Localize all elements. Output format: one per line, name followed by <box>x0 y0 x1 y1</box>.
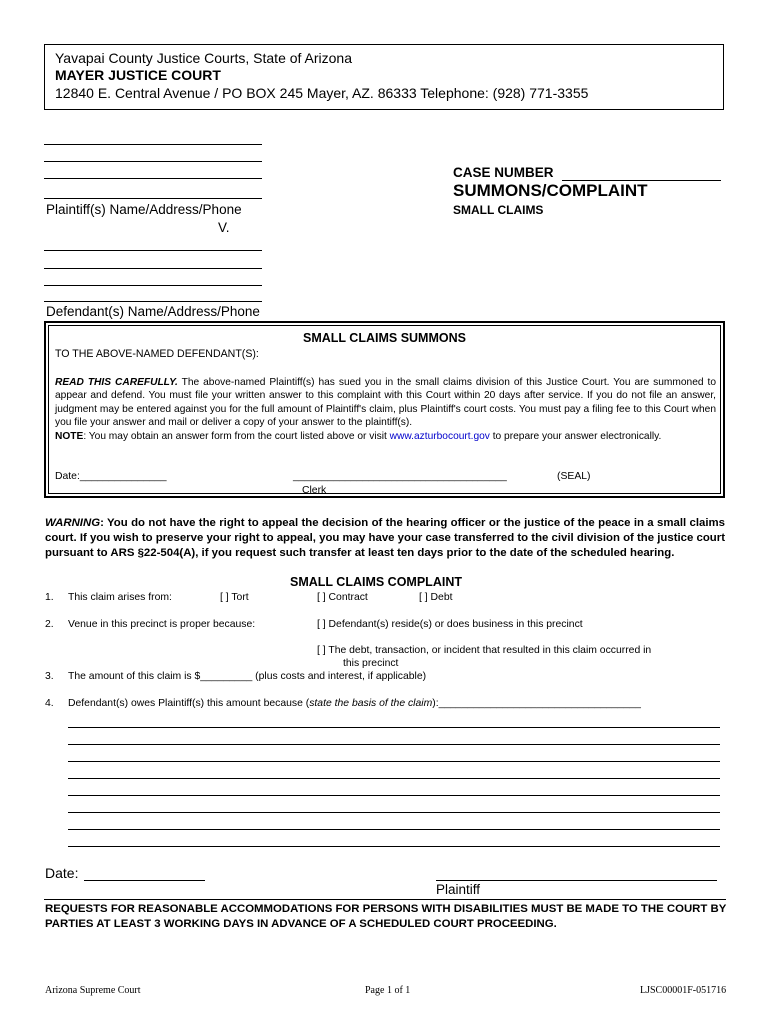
summons-text: The above-named Plaintiff(s) has sued you in the small claims division of this Justice Court. You are summoned to appear and defend. You must file your written answer to this complaint with this Court within 20 days after service. If you do not file an answer, judgment may be entered against you for the full amount of Plaintiff's claim, plus Plaintiff's court costs. You must pay a filing fee to this Court when you file your answer and mail or deliver a copy of your answer to the plaintiff(s). <box>55 377 716 429</box>
note-text-2: to prepare your answer electronically. <box>489 430 662 442</box>
complaint-title: SMALL CLAIMS COMPLAINT <box>290 575 462 589</box>
plaintiff-signature-line[interactable] <box>436 880 717 881</box>
claim-basis-line-4[interactable] <box>68 778 720 779</box>
item4-number: 4. <box>45 698 54 709</box>
azturbocourt-link[interactable]: www.azturbocourt.gov <box>389 430 490 442</box>
footer-left: Arizona Supreme Court <box>45 985 141 996</box>
note-label: NOTE <box>55 430 84 442</box>
claim-basis-line-2[interactable] <box>68 744 720 745</box>
form-code: LJSC00001F-051716 <box>640 985 727 996</box>
summons-body <box>55 376 716 443</box>
item4-text-b: ):___________________________________ <box>432 698 641 709</box>
court-address: 12840 E. Central Avenue / PO BOX 245 Mayer, AZ. 86333 Telephone: (928) 771-3355 <box>55 85 589 101</box>
claim-basis-line-7[interactable] <box>68 829 720 830</box>
item1-number: 1. <box>45 592 54 603</box>
court-name: MAYER JUSTICE COURT <box>55 67 221 83</box>
debt-checkbox[interactable]: [ ] Debt <box>419 592 453 603</box>
venue-option-occurred-cont: this precinct <box>343 658 399 669</box>
plaintiff-date-field[interactable] <box>84 880 205 881</box>
plaintiff-signature-label: Plaintiff <box>436 882 481 897</box>
page-number: Page 1 of 1 <box>365 985 411 996</box>
defendant-line-3[interactable] <box>44 285 262 286</box>
claim-basis-line-5[interactable] <box>68 795 720 796</box>
seal-label: (SEAL) <box>557 471 591 482</box>
defendant-line-4[interactable] <box>44 301 262 302</box>
defendant-line-2[interactable] <box>44 268 262 269</box>
venue-option-occurred[interactable]: [ ] The debt, transaction, or incident that resulted in this claim occurred in <box>317 645 652 656</box>
item2-number: 2. <box>45 619 54 630</box>
accommodations-notice: REQUESTS FOR REASONABLE ACCOMMODATIONS FOR PERSONS WITH DISABILITIES MUST BE MADE TO THE COURT BY PARTIES AT LEAST 3 WORKING DAYS IN ADVANCE OF A SCHEDULED COURT PROCEEDING. <box>45 903 727 930</box>
summons-to-line: TO THE ABOVE-NAMED DEFENDANT(S): <box>55 348 259 360</box>
clerk-signature-line[interactable]: _____________________________________ <box>293 471 507 482</box>
warning-text: : You do not have the right to appeal the decision of the hearing officer or the justice of the peace in a small claims court. If you wish to preserve your right to appeal, you may have your case transferred to the civil division of the justice court pursuant to ARS §22-504(A), if you request such transfer at least ten days prior to the date of the scheduled hearing. <box>45 517 725 559</box>
county-line: Yavapai County Justice Courts, State of Arizona <box>55 50 353 66</box>
plaintiff-date-label: Date: <box>45 865 79 881</box>
form-title: SUMMONS/COMPLAINT <box>453 181 648 200</box>
court-header <box>44 44 724 110</box>
form-subtitle: SMALL CLAIMS <box>453 203 544 217</box>
venue-option-resides[interactable]: [ ] Defendant(s) reside(s) or does business in this precinct <box>317 619 583 630</box>
item2-text: Venue in this precinct is proper because: <box>68 619 256 630</box>
defendant-line-1[interactable] <box>44 250 262 251</box>
summons-section <box>44 321 725 498</box>
contract-checkbox[interactable]: [ ] Contract <box>317 592 368 603</box>
summons-date-field[interactable]: Date:_______________ <box>55 471 167 482</box>
case-number-label: CASE NUMBER <box>453 165 554 180</box>
item4-text[interactable] <box>68 698 641 709</box>
read-carefully-label: READ THIS CAREFULLY. <box>55 377 178 388</box>
claim-basis-line-6[interactable] <box>68 812 720 813</box>
plaintiff-line-1[interactable] <box>44 144 262 145</box>
warning-label: WARNING <box>45 517 101 529</box>
item1-text: This claim arises from: <box>68 592 172 603</box>
clerk-label: Clerk <box>302 485 327 496</box>
versus-label: V. <box>218 220 230 235</box>
plaintiff-line-3[interactable] <box>44 178 262 179</box>
tort-checkbox[interactable]: [ ] Tort <box>220 592 249 603</box>
plaintiff-line-4[interactable] <box>44 198 262 199</box>
plaintiff-line-2[interactable] <box>44 161 262 162</box>
claim-basis-line-3[interactable] <box>68 761 720 762</box>
item4-italic: state the basis of the claim <box>309 698 433 709</box>
summons-title: SMALL CLAIMS SUMMONS <box>303 331 466 345</box>
claim-amount-field[interactable]: The amount of this claim is $_________ (plus costs and interest, if applicable) <box>68 671 427 682</box>
note-text-1: : You may obtain an answer form from the court listed above or visit <box>83 430 390 442</box>
claim-basis-line-1[interactable] <box>68 727 720 728</box>
divider <box>44 899 726 900</box>
warning-paragraph <box>45 516 725 561</box>
item3-number: 3. <box>45 671 54 682</box>
item4-text-a: Defendant(s) owes Plaintiff(s) this amount because ( <box>68 698 310 709</box>
claim-basis-line-8[interactable] <box>68 846 720 847</box>
plaintiff-label: Plaintiff(s) Name/Address/Phone <box>46 202 242 217</box>
defendant-label: Defendant(s) Name/Address/Phone <box>46 304 260 319</box>
